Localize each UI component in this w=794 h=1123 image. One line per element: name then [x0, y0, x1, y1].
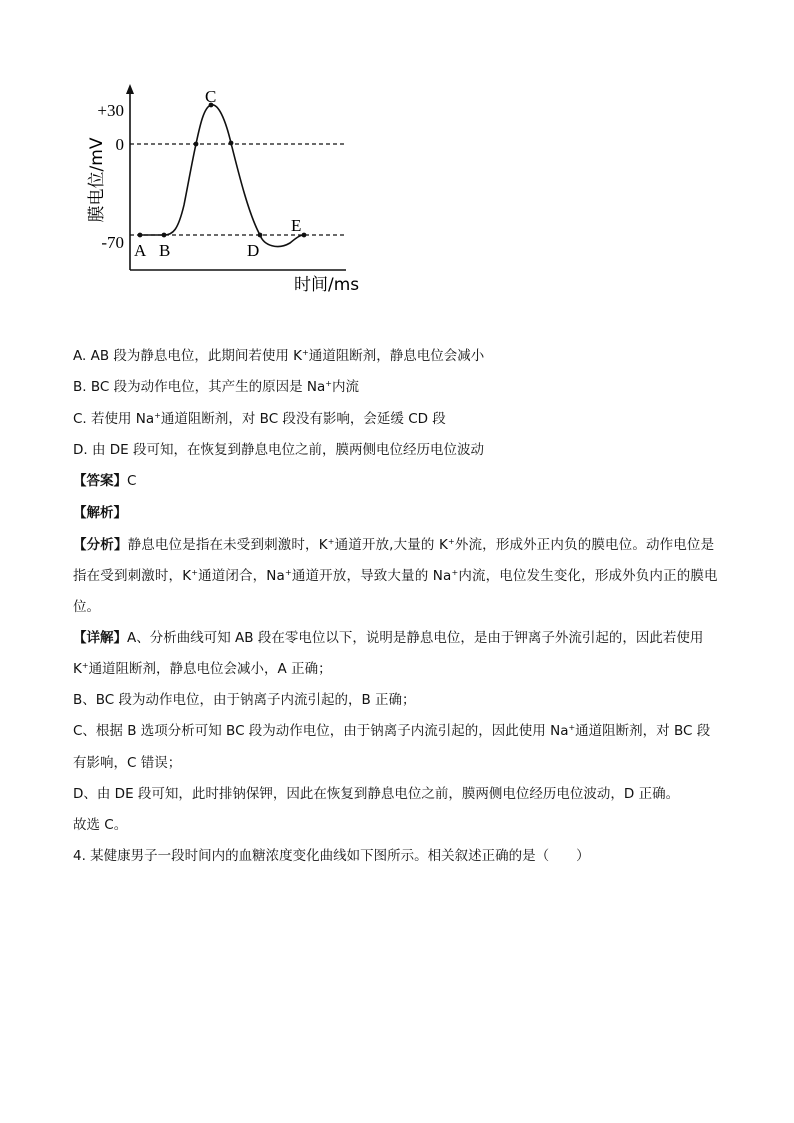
xiangjie-d: D、由 DE 段可知，此时排钠保钾，因此在恢复到静息电位之前，膜两侧电位经历电位波动，D 正确。	[73, 786, 680, 802]
answer-line	[73, 471, 136, 491]
question-4	[73, 846, 590, 866]
xiangjie-c1-sup: +	[568, 723, 576, 732]
tick-label-zero: 0	[115, 135, 124, 154]
xiangjie-line-d	[73, 784, 679, 804]
xiangjie-c1-a: C、根据 B 选项分析可知 BC 段为动作电位，由于钠离子内流引起的，因此使用 Na	[73, 723, 569, 739]
fenxi-l2-sup2: +	[284, 568, 292, 577]
option-d-text: D. 由 DE 段可知，在恢复到静息电位之前，膜两侧电位经历电位波动	[73, 442, 484, 458]
fenxi-label: 【分析】	[73, 537, 128, 553]
fenxi-l2-c: 通道开放，导致大量的 Na	[291, 568, 452, 584]
fenxi-l1-sup2: +	[448, 537, 455, 546]
answer-value: C	[127, 473, 137, 489]
zero-crossing-up-dot	[194, 142, 199, 147]
analysis-heading	[73, 503, 127, 523]
fenxi-l1-a: 静息电位是指在未受到刺激时，K	[127, 537, 328, 553]
xiangjie-line-b	[73, 690, 416, 710]
fenxi-l3: 位。	[73, 599, 100, 615]
point-d-dot	[258, 233, 263, 238]
tick-label-minus70: -70	[101, 233, 124, 252]
conclusion-line	[73, 815, 127, 835]
fenxi-l1-c: 外流，形成外正内负的膜电位。动作电位是	[454, 537, 715, 553]
xiangjie-line-c1	[73, 721, 710, 741]
xiangjie-line-c2	[73, 753, 181, 773]
xiangjie-a1: A、分析曲线可知 AB 段在零电位以下，说明是静息电位，是由于钾离子外流引起的，因此若使用	[127, 630, 704, 646]
xiangjie-b: B、BC 段为动作电位，由于钠离子内流引起的，B 正确；	[73, 692, 416, 708]
fenxi-line-3	[73, 597, 100, 617]
xiangjie-line-1	[73, 628, 703, 648]
option-c-sup: +	[154, 411, 161, 420]
fenxi-line-2	[73, 566, 718, 586]
membrane-potential-svg	[78, 80, 378, 300]
xiangjie-a2-a: K	[73, 661, 82, 677]
fenxi-l2-a: 指在受到刺激时，K	[73, 568, 192, 584]
potential-curve	[140, 105, 304, 247]
fenxi-l2-d: 内流，电位发生变化，形成外负内正的膜电	[458, 568, 718, 584]
point-label-e: E	[291, 216, 302, 235]
x-axis-label: 时间/ms	[294, 275, 360, 295]
fenxi-l1-b: 通道开放,大量的 K	[334, 537, 449, 553]
xiangjie-a2-sup: +	[81, 661, 89, 670]
question-4-text: 4. 某健康男子一段时间内的血糖浓度变化曲线如下图所示。相关叙述正确的是（ ）	[73, 848, 590, 864]
option-d	[73, 440, 484, 460]
y-axis-label: 膜电位/mV	[87, 137, 107, 223]
option-a-text: A. AB 段为静息电位，此期间若使用 K	[73, 348, 303, 364]
point-label-a: A	[134, 241, 147, 260]
option-b-text: B. BC 段为动作电位，其产生的原因是 Na	[73, 379, 326, 395]
tick-label-plus30: +30	[97, 101, 124, 120]
point-label-d: D	[247, 241, 260, 260]
xiangjie-c1-b: 通道阻断剂，对 BC 段	[575, 723, 711, 739]
conclusion-text: 故选 C。	[73, 817, 128, 833]
fenxi-line-1	[73, 535, 714, 555]
option-c-text: C. 若使用 Na	[73, 411, 155, 427]
option-c	[73, 409, 446, 429]
point-b-dot	[162, 233, 167, 238]
xiangjie-a2-b: 通道阻断剂，静息电位会减小，A 正确；	[88, 661, 332, 677]
point-label-c: C	[205, 87, 217, 106]
answer-label: 【答案】	[73, 473, 127, 489]
zero-crossing-down-dot	[229, 141, 234, 146]
xiangjie-c2: 有影响，C 错误；	[73, 755, 182, 771]
option-a	[73, 346, 484, 366]
fenxi-l2-sup1: +	[191, 568, 199, 577]
option-a-sup: +	[302, 348, 309, 357]
analysis-heading-text: 【解析】	[73, 505, 127, 521]
fenxi-l2-b: 通道闭合，Na	[198, 568, 285, 584]
xiangjie-label: 【详解】	[73, 630, 127, 646]
option-b-text-end: 内流	[331, 379, 359, 395]
xiangjie-line-2	[73, 659, 332, 679]
y-axis-arrow	[126, 84, 134, 94]
membrane-potential-figure	[78, 80, 378, 300]
point-a-dot	[138, 233, 143, 238]
point-e-dot	[302, 233, 307, 238]
option-b	[73, 377, 359, 397]
option-c-text-end: 通道阻断剂，对 BC 段没有影响，会延缓 CD 段	[160, 411, 446, 427]
fenxi-l2-sup3: +	[451, 568, 459, 577]
option-a-text-end: 通道阻断剂，静息电位会减小	[308, 348, 485, 364]
point-label-b: B	[159, 241, 171, 260]
option-b-sup: +	[325, 379, 332, 388]
fenxi-l1-sup1: +	[327, 537, 335, 546]
